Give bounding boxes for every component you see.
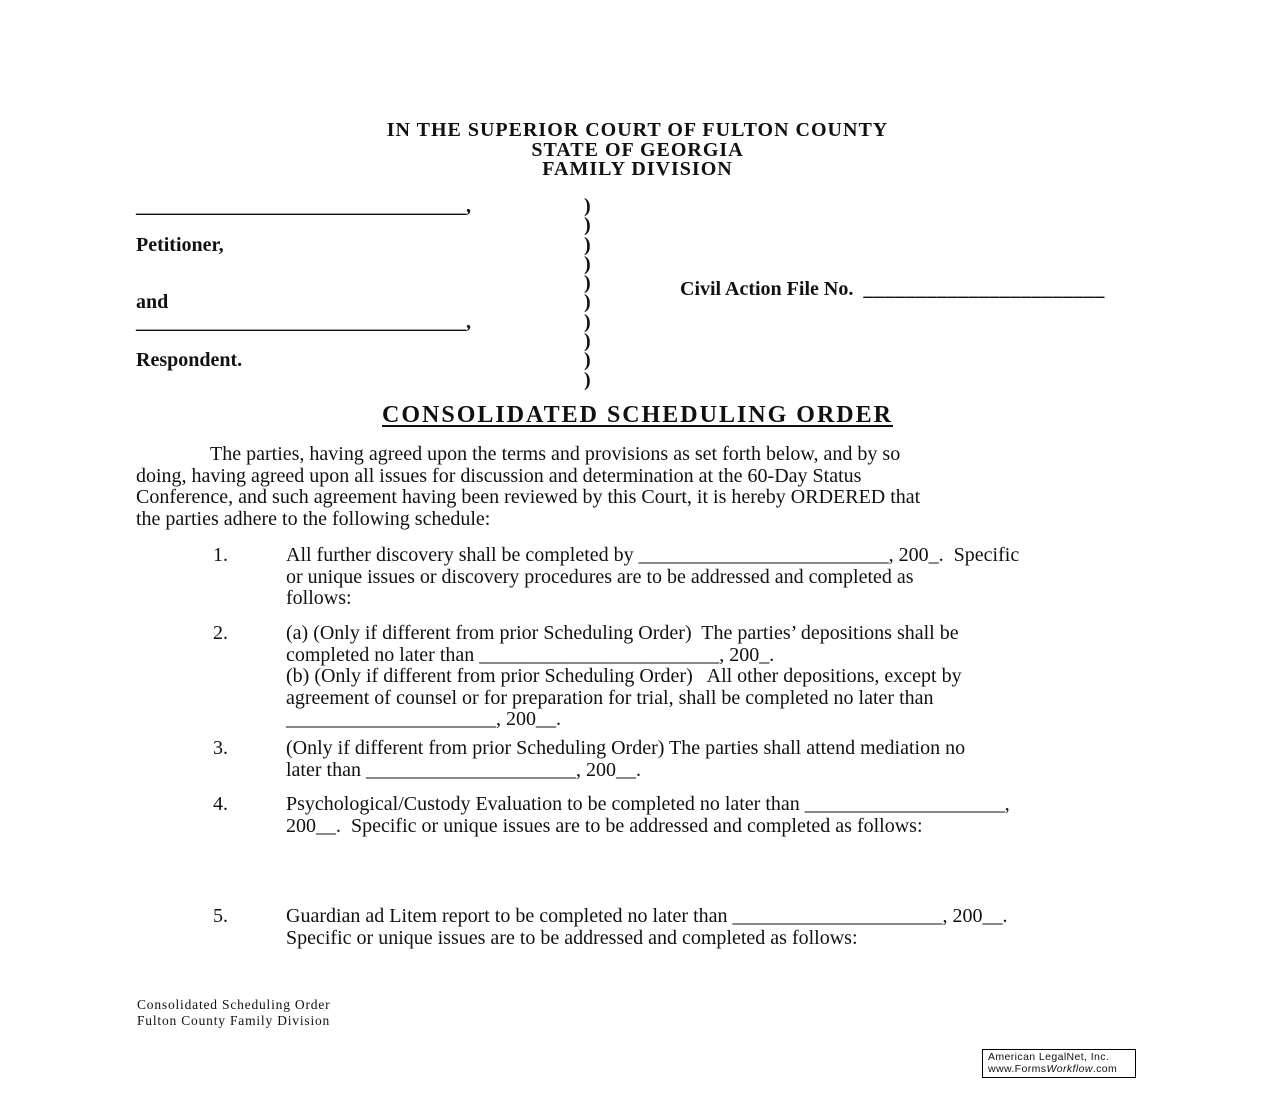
- petitioner-label: Petitioner,: [136, 233, 224, 256]
- respondent-label: Respondent.: [136, 349, 243, 372]
- caption-paren: ): [584, 349, 591, 372]
- intro-paragraph: The parties, having agreed upon the terms and provisions as set forth below, and by so doing, having agreed upon all issues for discussion and determination at the 60-Day Status Conference, and such agreement having been reviewed by this Court, it is hereby ORDERED that the parties adhere to the following schedule:: [136, 443, 921, 530]
- caption-spacer: [136, 274, 536, 293]
- caption-paren: ): [584, 272, 591, 295]
- legalnet-url-suffix: .com: [1092, 1062, 1118, 1075]
- item-text: Psychological/Custody Evaluation to be completed no later than ____________________, 200__. Specific or unique issues are to be addressed and completed as follows:: [286, 793, 1010, 837]
- caption-spacer: [136, 371, 536, 390]
- civil-action-file-no: [660, 255, 1105, 324]
- item-number: 4.: [213, 793, 228, 815]
- footer-doc-title: Consolidated Scheduling Order: [137, 997, 331, 1012]
- caption-paren: ): [584, 195, 591, 217]
- caption-paren-column: [584, 197, 604, 390]
- caption-spacer: [136, 216, 536, 235]
- court-division: FAMILY DIVISION: [542, 158, 733, 180]
- item-text: All further discovery shall be completed by _________________________, 200_. Specific or unique issues or discovery procedures are to be addressed and completed as follows:: [286, 544, 1020, 609]
- court-name: IN THE SUPERIOR COURT OF FULTON COUNTY: [386, 119, 889, 141]
- respondent-name-blank: _________________________________,: [136, 310, 471, 333]
- legalnet-company: American LegalNet, Inc.: [988, 1051, 1110, 1063]
- caption-spacer: [136, 255, 536, 274]
- schedule-item-5: [213, 906, 1153, 949]
- item-text: (a) (Only if different from prior Scheduling Order) The parties’ depositions shall be completed no later than ________________________, 200_. (b) (Only if different from prior Scheduling Order) All other depositions, except by agreement of counsel or for preparation for trial, shall be completed no later than _____________________, 200__.: [286, 622, 962, 730]
- item-number: 1.: [213, 544, 228, 566]
- caption-paren: ): [584, 310, 591, 333]
- legalnet-url: [988, 1064, 1130, 1076]
- case-caption-parties: [136, 197, 536, 390]
- caption-paren: ): [584, 252, 591, 275]
- schedule-item-1: [213, 545, 1153, 610]
- page-footer: [137, 997, 330, 1029]
- civil-action-blank: _______________________: [863, 278, 1105, 300]
- caption-paren: ): [584, 291, 591, 314]
- footer-division: Fulton County Family Division: [137, 1013, 331, 1028]
- caption-paren: ): [584, 214, 591, 237]
- document-title: CONSOLIDATED SCHEDULING ORDER: [382, 402, 893, 428]
- civil-action-label: Civil Action File No.: [680, 278, 864, 300]
- legalnet-stamp: [982, 1049, 1136, 1078]
- caption-paren: ): [584, 368, 591, 391]
- item-number: 5.: [213, 905, 228, 927]
- schedule-item-3: [213, 738, 1153, 781]
- caption-paren: ): [584, 330, 591, 353]
- and-label: and: [136, 291, 169, 314]
- court-state: STATE OF GEORGIA: [531, 138, 744, 161]
- item-text: Guardian ad Litem report to be completed no later than _____________________, 200__. Specific or unique issues are to be addressed and completed as follows:: [286, 905, 1008, 949]
- legalnet-url-prefix: www.Forms: [988, 1062, 1047, 1075]
- caption-paren: ): [584, 233, 591, 256]
- schedule-item-2: [213, 623, 1153, 731]
- petitioner-name-blank: _________________________________,: [136, 195, 471, 217]
- item-text: (Only if different from prior Scheduling Order) The parties shall attend mediation no later than _____________________, 200__.: [286, 737, 966, 781]
- item-number: 3.: [213, 737, 228, 759]
- court-header: [0, 121, 1275, 180]
- item-number: 2.: [213, 622, 228, 644]
- legalnet-url-workflow: Workflow: [1046, 1062, 1093, 1075]
- schedule-item-4: [213, 794, 1153, 837]
